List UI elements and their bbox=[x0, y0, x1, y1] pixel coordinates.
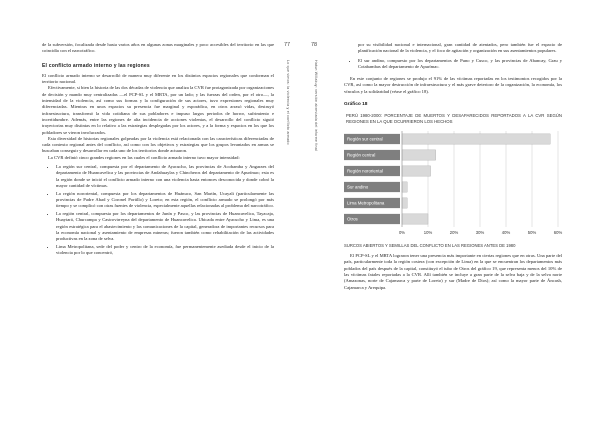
page-number: 78 bbox=[311, 42, 318, 48]
region-list bbox=[344, 58, 562, 71]
x-tick-label: 30% bbox=[475, 229, 485, 235]
right-column bbox=[344, 42, 562, 291]
list-item: • La región nororiental, compuesta por los departamentos de Huánuco, San Martín, Ucayali (particularmente las provincias de Padre Abad y Coronel Portillo) y Loreto; en esta región, el conflicto armado se prolongó por más tiempo y se complicó con otras fuentes de violencia, especialmente aquellas relacionadas al problema del narcotráfico. bbox=[56, 191, 274, 210]
region-list bbox=[42, 164, 274, 257]
list-item: • Lima Metropolitana, sede del poder y centro de la economía, fue permanentemente asediada desde el inicio de la violencia por lo que concentró, bbox=[56, 244, 274, 257]
category-label: Lima Metropolitana bbox=[347, 200, 385, 206]
graph-label: Gráfico 18 bbox=[344, 102, 368, 108]
page-number: 77 bbox=[284, 42, 291, 48]
bar bbox=[402, 133, 550, 143]
chart-title: PERÚ 1980-2000: PORCENTAJE DE MUERTOS Y DESAPARECIDOS REPORTADOS A LA CVR SEGÚN REGIONES EN LA QUE OCURRIERON LOS HECHOS bbox=[346, 113, 562, 124]
paragraph: En este conjunto de regiones se produjo el 91% de las víctimas reportadas en los testimonios recogidos por la CVR, así como la mayor destrucción de infraestructura y el más grave deterioro de la organización, la economía, los vínculos y la solidaridad (véase el gráfico 18). bbox=[344, 76, 562, 94]
category-label: Región sur central bbox=[347, 136, 383, 142]
category-label: Región central bbox=[347, 152, 376, 158]
bar bbox=[402, 149, 436, 159]
running-head: Lo que vimos: la violencia y el conflicto armado bbox=[286, 60, 290, 145]
chart-svg bbox=[344, 127, 564, 239]
x-tick-label: 20% bbox=[449, 229, 459, 235]
x-tick-label: 60% bbox=[553, 229, 563, 235]
list-item: • La región central, compuesta por los departamentos de Junín y Pasco, y las provincias de Huancavelica, Tayacaja, Huaytará, Churcampa y Castrovirreyna del departamento de Huancavelica. Ubicada entre Ayacucho y Lima, es una región estratégica para el abastecimiento y las comunicaciones de la capital, generadora de importantes recursos para la economía nacional y asentamiento de empresas mineras; fueron también como rehabilitación de las actividades productivas en la zona de selva. bbox=[56, 211, 274, 242]
paragraph: La CVR definió cinco grandes regiones en las cuales el conflicto armado interno tuvo mayor intensidad: bbox=[48, 154, 240, 160]
paragraph: Efectivamente, si bien la historia de las dos décadas de violencia que analiza la CVR fue protagonizada por organizaciones de decisión y mando muy centralizadas —el PCP-SL y el MRTA, por un lado; y las fuerzas del orden, por el otro—, la intensidad de la violencia, así como sus formas y la configuración de sus actores, tuvo expresiones regionales muy diferenciadas. Mientras en unos espacios su presencia fue marginal y esporádica, en otros arrasó vidas, destruyó infraestructura, transformó la vida cotidiana de sus pobladores e impuso largos periodos de horror, sufrimiento e incertidumbre. Además, entre las regiones de alta incidencia de acciones violentas, el desarrollo del conflicto siguió trayectorias muy distintas en lo relativo a las estrategias desplegadas por los actores, y a la forma y espacios en los que los pobladores se vieron involucrados. bbox=[42, 85, 274, 135]
bar bbox=[402, 181, 407, 191]
list-item: • La región sur central, compuesta por el departamento de Ayacucho, las provincias de Acobamba y Angaraes del departamento de Huancavelica y las provincias de Andahuaylas y Chincheros del departamento de Apurímac; esta es la región donde se inició el conflicto armado interno con una violencia hasta entonces desconocida y donde cobró la mayor cantidad de víctimas. bbox=[56, 164, 274, 189]
list-item: • El sur andino, compuesto por los departamentos de Puno y Cusco, y las provincias de Abancay, Grau y Cotabambas del departamento de Apurímac. bbox=[358, 58, 562, 71]
bar bbox=[402, 213, 428, 223]
category-label: Otros bbox=[347, 216, 358, 222]
section-heading: El conflicto armado interno y las regiones bbox=[42, 62, 150, 69]
right-page bbox=[300, 0, 600, 431]
category-label: Región nororiental bbox=[347, 168, 383, 174]
left-column bbox=[42, 42, 274, 258]
bar-chart bbox=[344, 127, 564, 239]
bar bbox=[402, 165, 431, 175]
opening-text: de la subversión, focalizada desde hasta varios años en algunas zonas marginales y poco accesibles del territorio en las que coincidía con el narcotráfico. bbox=[42, 42, 274, 54]
bar bbox=[402, 197, 407, 207]
x-tick-label: 10% bbox=[423, 229, 433, 235]
x-tick-label: 50% bbox=[527, 229, 537, 235]
paragraph: El conflicto armado interno se desarrolló de manera muy diferente en los distintos espacios regionales que conforman el territorio nacional. bbox=[42, 72, 274, 85]
paragraph: Esta diversidad de historias regionales golpeadas por la violencia está relacionada con las características diferenciadas de cada contexto regional antes del conflicto, así como con los objetivos y estrategias que los grupos levantados en armas se buscaban conseguir y desarrollar en cada uno de los territorios donde actuaron. bbox=[42, 135, 274, 154]
continued-text: por su visibilidad nacional e internacional, gran cantidad de atentados, pero también fue el espacio de planificación nacional de la violencia, y el foco de agitación y organización en sus asentamientos populares. bbox=[358, 42, 562, 54]
paragraph: El PCP-SL y el MRTA lograron tener una presencia más importante en ciertas regiones que en otras. Una parte del país, particularmente toda la región costera (con excepción de Lima) en la que se encuentran los departamentos más poblados del país después de la capital, constituyó el tubo de Otros del gráfico 19, que representa menos del 10% de las víctimas fatales reportadas a la CVR. Allí también se incluye a gran parte de la selva baja y de la selva norte (Amazonas, norte de Cajamarca y parte de Loreto) y sur (Madre de Dios); así como la mayor parte de Áncash, Cajamarca y Arequipa. bbox=[344, 253, 562, 290]
category-label: Sur andino bbox=[347, 184, 369, 190]
x-tick-label: 0% bbox=[398, 229, 406, 235]
x-tick-label: 40% bbox=[501, 229, 511, 235]
source-heading: SURCOS ABIERTOS Y SEMILLAS DEL CONFLICTO EN LAS REGIONES ANTES DE 1980 bbox=[344, 242, 516, 248]
running-head: Hatun Willakuy: versión abreviada del informe final bbox=[314, 60, 318, 151]
